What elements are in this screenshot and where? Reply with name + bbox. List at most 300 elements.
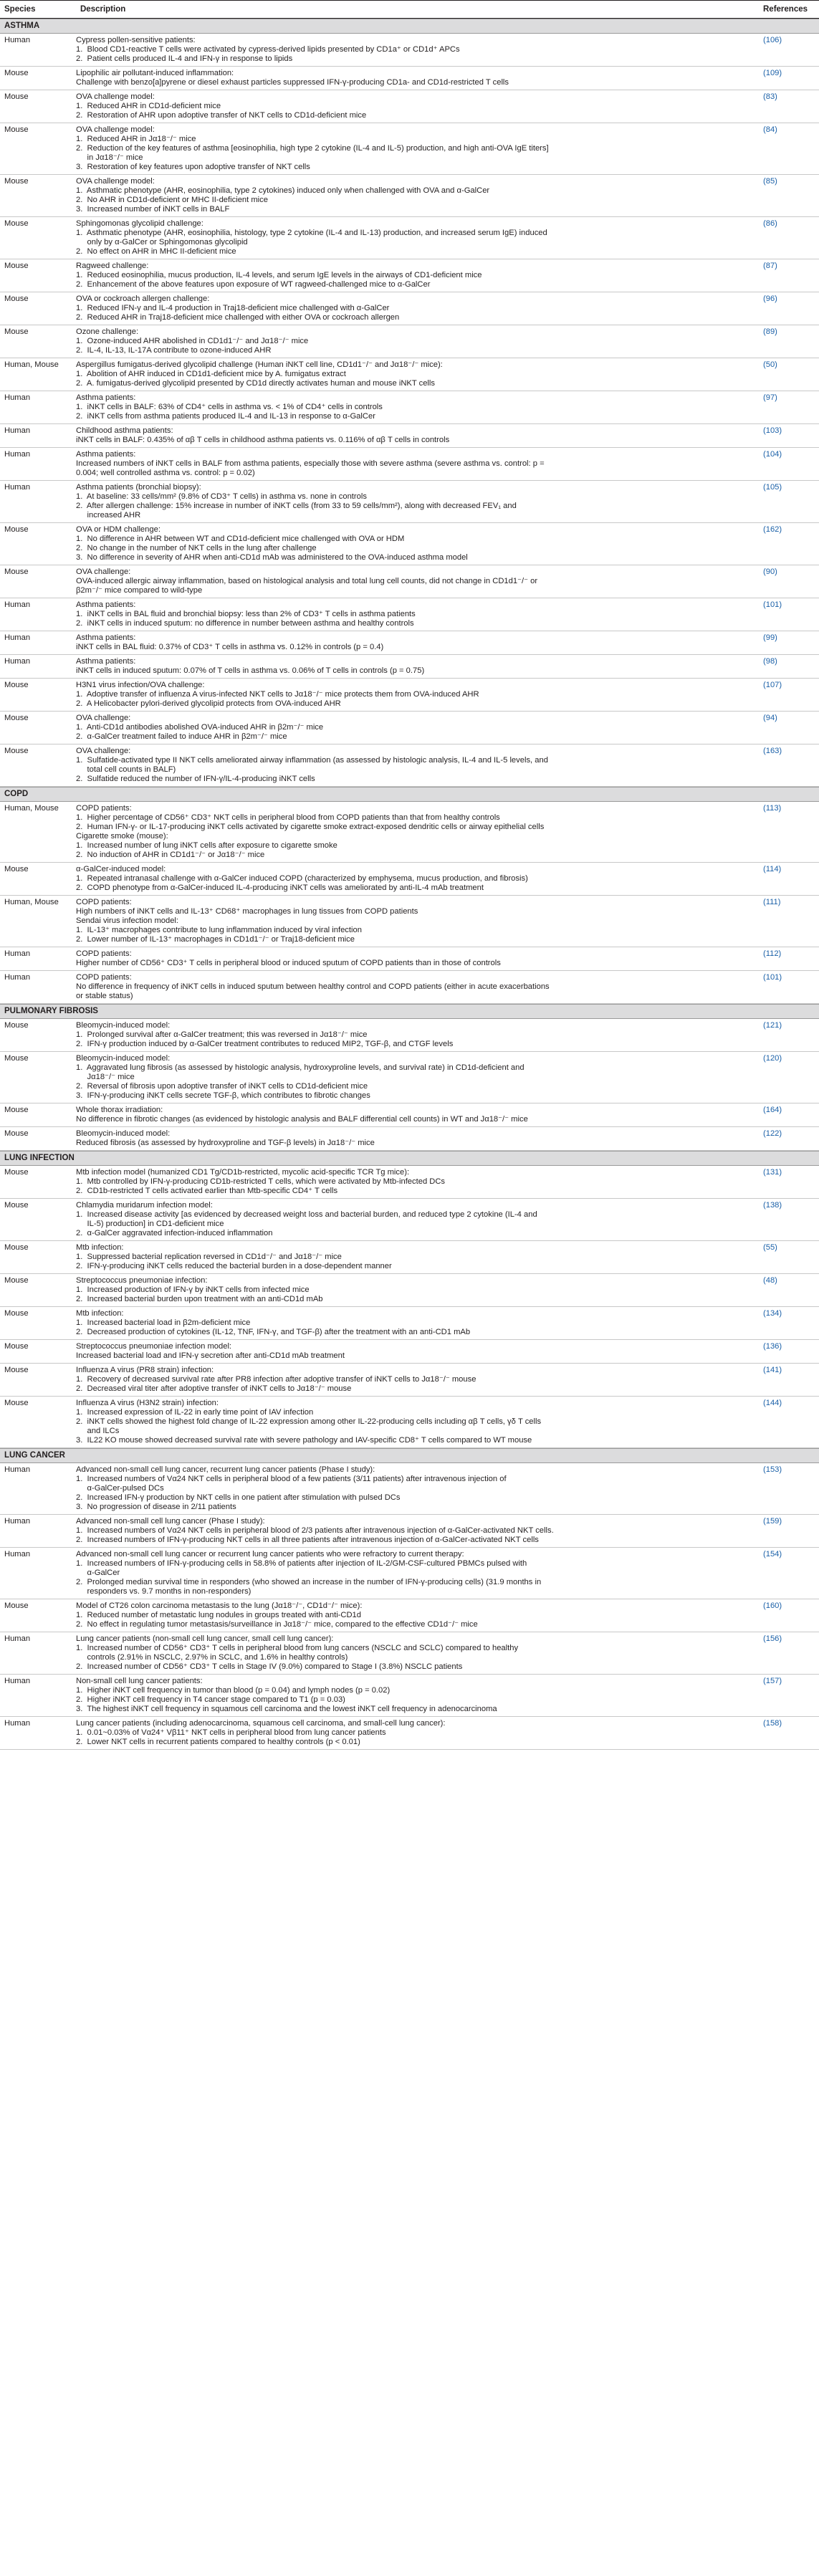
- reference-link[interactable]: (86): [763, 219, 777, 228]
- table-row: [0, 1307, 819, 1340]
- description-line: 2. No effect on AHR in MHC II-deficient mice: [76, 247, 236, 256]
- table-row: [0, 523, 819, 565]
- description-line: 2. iNKT cells showed the highest fold change of IL-22 expression among other IL-22-producing cells including αβ T cells, γδ T cells: [76, 1417, 542, 1426]
- description-line: 2. Human IFN-γ- or IL-17-producing iNKT cells activated by cigarette smoke extract-exposed dendritic cells or airway epithelial cells: [76, 823, 545, 831]
- description-line: Lipophilic air pollutant-induced inflammation:: [76, 69, 234, 77]
- species-cell: Mouse: [4, 1399, 29, 1407]
- table-row: [0, 391, 819, 424]
- species-cell: Human: [4, 1550, 31, 1558]
- description-line: 2. Prolonged median survival time in responders (who showed an increase in the number of IFN-γ-producing cells) (31.9 months in: [76, 1578, 542, 1586]
- description-line: 1. Mtb controlled by IFN-γ-producing CD1b-restricted T cells, which were activated by Mtb-infected DCs: [76, 1177, 446, 1186]
- description-line: 1. Prolonged survival after α-GalCer treatment; this was reversed in Jα18⁻/⁻ mice: [76, 1030, 368, 1039]
- description-line: Asthma patients:: [76, 450, 136, 459]
- description-line: 0.004; well controlled asthma vs. control: p = 0.02): [76, 469, 255, 477]
- description-line: 1. Reduced AHR in CD1d-deficient mice: [76, 102, 221, 110]
- reference-link[interactable]: (153): [763, 1465, 782, 1474]
- table-row: [0, 655, 819, 679]
- species-cell: Mouse: [4, 1276, 29, 1285]
- description-line: 1. Increased number of CD56⁺ CD3⁺ T cells in peripheral blood from lung cancers (NSCLC and SCLC) compared to healthy: [76, 1644, 519, 1652]
- description-line: 2. Increased bacterial burden upon treatment with an anti-CD1d mAb: [76, 1295, 323, 1303]
- description-line: 2. A. fumigatus-derived glycolipid presented by CD1d directly activates human and mouse iNKT cells: [76, 379, 435, 388]
- description-cell: [76, 90, 759, 123]
- description-line: α-GalCer-induced model:: [76, 865, 166, 873]
- table-row: [0, 1166, 819, 1199]
- species-cell: Mouse: [4, 92, 29, 101]
- description-line: 1. iNKT cells in BALF: 63% of CD4⁺ cells in asthma vs. < 1% of CD4⁺ cells in controls: [76, 403, 383, 411]
- species-cell: Human: [4, 600, 31, 609]
- species-cell: Mouse: [4, 681, 29, 689]
- reference-link[interactable]: (96): [763, 295, 777, 303]
- description-line: COPD patients:: [76, 973, 132, 982]
- reference-link[interactable]: (164): [763, 1106, 782, 1114]
- table-row: [0, 1397, 819, 1448]
- description-line: only by α-GalCer or Sphingomonas glycolipid: [76, 238, 248, 246]
- reference-link[interactable]: (98): [763, 657, 777, 666]
- description-line: Cypress pollen-sensitive patients:: [76, 36, 196, 44]
- description-cell: [76, 1548, 759, 1599]
- species-cell: Mouse: [4, 1601, 29, 1610]
- description-line: α-GalCer-pulsed DCs: [76, 1484, 164, 1493]
- reference-link[interactable]: (144): [763, 1399, 782, 1407]
- reference-link[interactable]: (131): [763, 1168, 782, 1177]
- description-line: 2. Reversal of fibrosis upon adoptive transfer of iNKT cells to CD1d-deficient mice: [76, 1082, 368, 1091]
- description-line: 2. Reduced AHR in Traj18-deficient mice challenged with either OVA or cockroach allergen: [76, 313, 400, 322]
- species-cell: Human: [4, 1634, 31, 1643]
- reference-link[interactable]: (105): [763, 483, 782, 492]
- description-cell: [76, 802, 759, 862]
- header-description: Description: [80, 5, 126, 14]
- reference-link[interactable]: (107): [763, 681, 782, 689]
- description-line: OVA challenge model:: [76, 177, 155, 186]
- description-cell: [76, 598, 759, 631]
- reference-link[interactable]: (97): [763, 393, 777, 402]
- table-row: [0, 1675, 819, 1717]
- description-cell: [76, 1307, 759, 1339]
- description-line: 1. Reduced number of metastatic lung nodules in groups treated with anti-CD1d: [76, 1611, 362, 1619]
- species-cell: Human: [4, 36, 31, 44]
- table-row: [0, 90, 819, 123]
- description-cell: [76, 565, 759, 598]
- description-cell: [76, 712, 759, 744]
- reference-link[interactable]: (136): [763, 1342, 782, 1351]
- description-line: OVA challenge model:: [76, 92, 155, 101]
- description-line: 2. Sulfatide reduced the number of IFN-γ/IL-4-producing iNKT cells: [76, 775, 315, 783]
- description-line: 2. Enhancement of the above features upon exposure of WT ragweed-challenged mice to α-GalCer: [76, 280, 431, 289]
- reference-link[interactable]: (48): [763, 1276, 777, 1285]
- species-cell: Mouse: [4, 1106, 29, 1114]
- description-cell: [76, 358, 759, 391]
- description-cell: [76, 259, 759, 292]
- description-line: 1. Sulfatide-activated type II NKT cells ameliorated airway inflammation (as assessed by histologic analysis, IL-4 and IL-5 levels, and: [76, 756, 548, 765]
- description-line: Asthma patients:: [76, 600, 136, 609]
- description-cell: [76, 679, 759, 711]
- table-row: [0, 863, 819, 896]
- table-row: [0, 448, 819, 481]
- description-line: in Jα18⁻/⁻ mice: [76, 153, 143, 162]
- reference-link[interactable]: (85): [763, 177, 777, 186]
- description-line: COPD patients:: [76, 898, 132, 906]
- description-cell: [76, 123, 759, 174]
- description-line: 2. No change in the number of NKT cells in the lung after challenge: [76, 544, 317, 552]
- reference-link[interactable]: (101): [763, 973, 782, 982]
- reference-link[interactable]: (162): [763, 525, 782, 534]
- description-line: 2. Increased numbers of IFN-γ-producing NKT cells in all three patients after intravenous injection of α-GalCer-activated NKT cells: [76, 1536, 539, 1544]
- description-line: 1. Asthmatic phenotype (AHR, eosinophilia, histology, type 2 cytokine (IL-4 and IL-13) production, and increased serum IgE) induced: [76, 229, 547, 237]
- reference-link[interactable]: (106): [763, 36, 782, 44]
- description-line: 1. Aggravated lung fibrosis (as assessed by histologic analysis, hydroxyproline levels, and survival rate) in CD1d-deficient and: [76, 1063, 525, 1072]
- description-cell: [76, 744, 759, 786]
- description-line: responders vs. 9.7 months in non-responders): [76, 1587, 252, 1596]
- description-line: Advanced non-small cell lung cancer (Phase I study):: [76, 1517, 265, 1526]
- description-line: 2. No AHR in CD1d-deficient or MHC II-deficient mice: [76, 196, 268, 204]
- table-row: [0, 34, 819, 67]
- reference-link[interactable]: (138): [763, 1201, 782, 1210]
- description-line: 2. Patient cells produced IL-4 and IFN-γ in response to lipids: [76, 54, 293, 63]
- description-line: 2. α-GalCer aggravated infection-induced inflammation: [76, 1229, 273, 1237]
- table-row: [0, 1340, 819, 1364]
- species-cell: Mouse: [4, 525, 29, 534]
- description-line: No difference in fibrotic changes (as evidenced by histologic analysis and BALF differential cell counts) in WT and Jα18⁻/⁻ mice: [76, 1115, 528, 1124]
- reference-link[interactable]: (122): [763, 1129, 782, 1138]
- species-cell: Mouse: [4, 219, 29, 228]
- species-cell: Mouse: [4, 1168, 29, 1177]
- description-cell: [76, 481, 759, 522]
- reference-link[interactable]: (160): [763, 1601, 782, 1610]
- description-line: 1. Anti-CD1d antibodies abolished OVA-induced AHR in β2m⁻/⁻ mice: [76, 723, 324, 732]
- reference-link[interactable]: (101): [763, 600, 782, 609]
- species-cell: Human, Mouse: [4, 804, 59, 813]
- reference-link[interactable]: (141): [763, 1366, 782, 1374]
- reference-link[interactable]: (55): [763, 1243, 777, 1252]
- section-heading: COPD: [0, 787, 819, 802]
- reference-link[interactable]: (158): [763, 1719, 782, 1728]
- reference-link[interactable]: (159): [763, 1517, 782, 1526]
- description-cell: [76, 1127, 759, 1150]
- description-line: OVA or HDM challenge:: [76, 525, 161, 534]
- reference-link[interactable]: (84): [763, 125, 777, 134]
- description-line: OVA challenge:: [76, 714, 131, 722]
- description-line: 1. At baseline: 33 cells/mm² (9.8% of CD3⁺ T cells) in asthma vs. none in controls: [76, 492, 367, 501]
- description-line: Higher number of CD56⁺ CD3⁺ T cells in peripheral blood or induced sputum of COPD patients than in those of controls: [76, 959, 501, 967]
- section-heading: LUNG CANCER: [0, 1448, 819, 1463]
- reference-link[interactable]: (112): [763, 949, 782, 958]
- species-cell: Mouse: [4, 125, 29, 134]
- reference-link[interactable]: (157): [763, 1677, 782, 1685]
- description-line: iNKT cells in BAL fluid: 0.37% of CD3⁺ T cells in asthma vs. 0.12% in controls (p = 0.4): [76, 643, 384, 651]
- species-cell: Mouse: [4, 1201, 29, 1210]
- species-cell: Human: [4, 1677, 31, 1685]
- species-cell: Mouse: [4, 1054, 29, 1063]
- description-cell: [76, 1199, 759, 1240]
- description-line: 3. Restoration of key features upon adoptive transfer of NKT cells: [76, 163, 310, 171]
- description-line: 1. No difference in AHR between WT and CD1d-deficient mice challenged with OVA or HDM: [76, 535, 405, 543]
- description-line: 1. Abolition of AHR induced in CD1d1-deficient mice by A. fumigatus extract: [76, 370, 346, 378]
- description-line: 2. Decreased production of cytokines (IL-12, TNF, IFN-γ, and TGF-β) after the treatment with an anti-CD1 mAb: [76, 1328, 471, 1336]
- description-cell: [76, 1274, 759, 1306]
- section-heading: PULMONARY FIBROSIS: [0, 1004, 819, 1019]
- reference-link[interactable]: (109): [763, 69, 782, 77]
- description-cell: [76, 1515, 759, 1547]
- reference-link[interactable]: (113): [763, 804, 782, 813]
- description-line: Whole thorax irradiation:: [76, 1106, 163, 1114]
- description-line: 2. IFN-γ-producing iNKT cells reduced the bacterial burden in a dose-dependent manner: [76, 1262, 392, 1270]
- description-line: 2. After allergen challenge: 15% increase in number of iNKT cells (from 33 to 59 cells/mm²), along with decreased FEV₁ and: [76, 502, 517, 510]
- description-line: Lung cancer patients (including adenocarcinoma, squamous cell carcinoma, and small-cell lung cancer):: [76, 1719, 446, 1728]
- description-cell: [76, 448, 759, 480]
- description-line: Influenza A virus (PR8 strain) infection:: [76, 1366, 214, 1374]
- species-cell: Mouse: [4, 1309, 29, 1318]
- table-row: [0, 123, 819, 175]
- table-row: [0, 802, 819, 863]
- table-row: [0, 598, 819, 631]
- table-row: [0, 1717, 819, 1750]
- description-cell: [76, 1340, 759, 1363]
- description-line: 1. Increased numbers of Vα24 NKT cells in peripheral blood of a few patients (3/11 patients) after intravenous injection of: [76, 1475, 507, 1483]
- species-cell: Mouse: [4, 1243, 29, 1252]
- description-line: 1. Reduced AHR in Jα18⁻/⁻ mice: [76, 135, 196, 143]
- table-row: [0, 1019, 819, 1052]
- description-line: High numbers of iNKT cells and IL-13⁺ CD68⁺ macrophages in lung tissues from COPD patients: [76, 907, 418, 916]
- species-cell: Human: [4, 973, 31, 982]
- description-line: No difference in frequency of iNKT cells in induced sputum between healthy control and COPD patients (either in acute exacerbations: [76, 982, 550, 991]
- description-line: Advanced non-small cell lung cancer, recurrent lung cancer patients (Phase I study):: [76, 1465, 375, 1474]
- description-line: 2. Lower number of IL-13⁺ macrophages in CD1d1⁻/⁻ or Traj18-deficient mice: [76, 935, 355, 944]
- description-line: 2. iNKT cells in induced sputum: no difference in number between asthma and healthy controls: [76, 619, 414, 628]
- description-line: Childhood asthma patients:: [76, 426, 173, 435]
- table-row: [0, 67, 819, 90]
- reference-link[interactable]: (111): [763, 898, 781, 906]
- description-line: Advanced non-small cell lung cancer or recurrent lung cancer patients who were refractory to current therapy:: [76, 1550, 464, 1558]
- description-line: Increased bacterial load and IFN-γ secretion after anti-CD1d mAb treatment: [76, 1351, 345, 1360]
- table-row: [0, 259, 819, 292]
- table-row: [0, 1463, 819, 1515]
- table-row: [0, 565, 819, 598]
- species-cell: Human, Mouse: [4, 360, 59, 369]
- description-line: OVA challenge model:: [76, 125, 155, 134]
- reference-link[interactable]: (103): [763, 426, 782, 435]
- header-references: References: [763, 5, 808, 14]
- reference-link[interactable]: (87): [763, 262, 777, 270]
- table-row: [0, 712, 819, 744]
- description-cell: [76, 947, 759, 970]
- table-row: [0, 631, 819, 655]
- reference-link[interactable]: (121): [763, 1021, 782, 1030]
- description-line: Asthma patients:: [76, 657, 136, 666]
- species-cell: Human, Mouse: [4, 898, 59, 906]
- table-row: [0, 292, 819, 325]
- table-row: [0, 1199, 819, 1241]
- table-row: [0, 1548, 819, 1599]
- description-line: 1. Adoptive transfer of influenza A virus-infected NKT cells to Jα18⁻/⁻ mice protects them from OVA-induced AHR: [76, 690, 479, 699]
- description-line: iNKT cells in BALF: 0.435% of αβ T cells in childhood asthma patients vs. 0.116% of αβ T cells in controls: [76, 436, 450, 444]
- description-line: Challenge with benzo[a]pyrene or diesel exhaust particles suppressed IFN-γ-producing CD1a- and CD1d-restricted T cells: [76, 78, 509, 87]
- description-line: 2. α-GalCer treatment failed to induce AHR in β2m⁻/⁻ mice: [76, 732, 287, 741]
- species-cell: Human: [4, 1719, 31, 1728]
- table-row: [0, 1103, 819, 1127]
- description-line: 1. 0.01~0.03% of Vα24⁺ Vβ11⁺ NKT cells in peripheral blood from lung cancer patients: [76, 1728, 386, 1737]
- description-line: Sphingomonas glycolipid challenge:: [76, 219, 203, 228]
- description-line: Sendai virus infection model:: [76, 916, 179, 925]
- description-line: 2. iNKT cells from asthma patients produced IL-4 and IL-13 in response to α-GalCer: [76, 412, 375, 421]
- description-line: controls (2.91% in NSCLC, 2.97% in SCLC, and 1.6% in healthy controls): [76, 1653, 348, 1662]
- species-cell: Human: [4, 393, 31, 402]
- description-line: Reduced fibrosis (as assessed by hydroxyproline and TGF-β levels) in Jα18⁻/⁻ mice: [76, 1139, 375, 1147]
- species-cell: Human: [4, 949, 31, 958]
- reference-link[interactable]: (99): [763, 633, 777, 642]
- description-line: Non-small cell lung cancer patients:: [76, 1677, 203, 1685]
- table-row: [0, 358, 819, 391]
- description-line: Asthma patients:: [76, 633, 136, 642]
- reference-link[interactable]: (120): [763, 1054, 782, 1063]
- description-cell: [76, 1103, 759, 1126]
- species-cell: Mouse: [4, 327, 29, 336]
- description-cell: [76, 1717, 759, 1749]
- description-line: Streptococcus pneumoniae infection:: [76, 1276, 208, 1285]
- description-cell: [76, 424, 759, 447]
- description-line: 1. Repeated intranasal challenge with α-GalCer induced COPD (characterized by emphysema, mucus production, and fibrosis): [76, 874, 528, 883]
- description-cell: [76, 1052, 759, 1103]
- species-cell: Mouse: [4, 69, 29, 77]
- table-row: [0, 1632, 819, 1675]
- table-row: [0, 1599, 819, 1632]
- reference-link[interactable]: (90): [763, 568, 777, 576]
- table-row: [0, 1052, 819, 1103]
- description-line: 1. iNKT cells in BAL fluid and bronchial biopsy: less than 2% of CD3⁺ T cells in asthma patients: [76, 610, 416, 618]
- reference-link[interactable]: (89): [763, 327, 777, 336]
- description-line: 2. Increased number of CD56⁺ CD3⁺ T cells in Stage IV (9.0%) compared to Stage I (3.8%) NSCLC patients: [76, 1662, 463, 1671]
- description-cell: [76, 34, 759, 66]
- description-cell: [76, 971, 759, 1003]
- description-line: 1. Asthmatic phenotype (AHR, eosinophilia, type 2 cytokines) induced only when challenged with OVA and α-GalCer: [76, 186, 490, 195]
- description-cell: [76, 217, 759, 259]
- reference-link[interactable]: (156): [763, 1634, 782, 1643]
- species-cell: Human: [4, 657, 31, 666]
- description-line: 2. Higher iNKT cell frequency in T4 cancer stage compared to T1 (p = 0.03): [76, 1695, 345, 1704]
- description-line: 2. Decreased viral titer after adoptive transfer of iNKT cells to Jα18⁻/⁻ mouse: [76, 1384, 352, 1393]
- description-line: 1. Suppressed bacterial replication reversed in CD1d⁻/⁻ and Jα18⁻/⁻ mice: [76, 1253, 342, 1261]
- description-line: OVA challenge:: [76, 747, 131, 755]
- species-cell: Human: [4, 633, 31, 642]
- description-line: β2m⁻/⁻ mice compared to wild-type: [76, 586, 203, 595]
- table-row: [0, 175, 819, 217]
- species-cell: Mouse: [4, 262, 29, 270]
- species-cell: Mouse: [4, 1021, 29, 1030]
- description-line: 2. A Helicobacter pylori-derived glycolipid protects from OVA-induced AHR: [76, 699, 341, 708]
- table-row: [0, 424, 819, 448]
- description-line: 2. COPD phenotype from α-GalCer-induced IL-4-producing iNKT cells was ameliorated by anti-IL-4 mAb treatment: [76, 884, 484, 892]
- description-cell: [76, 523, 759, 565]
- table-row: [0, 217, 819, 259]
- description-line: 2. Lower NKT cells in recurrent patients compared to healthy controls (p < 0.01): [76, 1738, 360, 1746]
- description-line: COPD patients:: [76, 804, 132, 813]
- reference-link[interactable]: (50): [763, 360, 777, 369]
- description-line: or stable status): [76, 992, 133, 1000]
- description-line: Chlamydia muridarum infection model:: [76, 1201, 213, 1210]
- header-species: Species: [4, 5, 36, 14]
- description-line: Influenza A virus (H3N2 strain) infection:: [76, 1399, 219, 1407]
- description-cell: [76, 67, 759, 90]
- description-line: 1. Blood CD1-reactive T cells were activated by cypress-derived lipids presented by CD1a⁺ or CD1d⁺ APCs: [76, 45, 460, 54]
- description-line: 1. Recovery of decreased survival rate after PR8 infection after adoptive transfer of iNKT cells to Jα18⁻/⁻ mouse: [76, 1375, 476, 1384]
- description-cell: [76, 175, 759, 216]
- table-row: [0, 1515, 819, 1548]
- description-line: 2. CD1b-restricted T cells activated earlier than Mtb-specific CD4⁺ T cells: [76, 1187, 338, 1195]
- table-body: [0, 19, 819, 1750]
- description-cell: [76, 1463, 759, 1514]
- species-cell: Mouse: [4, 568, 29, 576]
- description-line: 2. Increased IFN-γ production by NKT cells in one patient after stimulation with pulsed DCs: [76, 1493, 401, 1502]
- description-line: 3. The highest iNKT cell frequency in squamous cell carcinoma and the lowest iNKT cell frequency in adenocarcinoma: [76, 1705, 497, 1713]
- description-line: Lung cancer patients (non-small cell lung cancer, small cell lung cancer):: [76, 1634, 334, 1643]
- description-line: Asthma patients:: [76, 393, 136, 402]
- description-line: 2. Restoration of AHR upon adoptive transfer of NKT cells to CD1d-deficient mice: [76, 111, 367, 120]
- description-cell: [76, 1166, 759, 1198]
- species-cell: Mouse: [4, 177, 29, 186]
- description-line: Bleomycin-induced model:: [76, 1129, 171, 1138]
- description-cell: [76, 1632, 759, 1674]
- reference-link[interactable]: (134): [763, 1309, 782, 1318]
- table-row: [0, 1241, 819, 1274]
- description-line: 1. IL-13⁺ macrophages contribute to lung inflammation induced by viral infection: [76, 926, 362, 934]
- table-row: [0, 1274, 819, 1307]
- description-line: iNKT cells in induced sputum: 0.07% of T cells in asthma vs. 0.06% of T cells in controls (p = 0.75): [76, 666, 425, 675]
- table-row: [0, 1364, 819, 1397]
- description-line: 3. IL22 KO mouse showed decreased survival rate with severe pathology and IAV-specific CD8⁺ T cells compared to WT mouse: [76, 1436, 532, 1445]
- description-line: 1. Increased numbers of Vα24 NKT cells in peripheral blood of 2/3 patients after intravenous injection of α-GalCer-activated NKT cells.: [76, 1526, 554, 1535]
- description-cell: [76, 655, 759, 678]
- description-line: Bleomycin-induced model:: [76, 1021, 171, 1030]
- description-line: Ozone challenge:: [76, 327, 139, 336]
- description-line: Mtb infection model (humanized CD1 Tg/CD1b-restricted, mycolic acid-specific TCR Tg mice):: [76, 1168, 410, 1177]
- species-cell: Mouse: [4, 1129, 29, 1138]
- species-cell: Mouse: [4, 865, 29, 873]
- description-cell: [76, 896, 759, 947]
- description-line: Asthma patients (bronchial biopsy):: [76, 483, 201, 492]
- description-line: 1. Increased disease activity [as evidenced by decreased weight loss and bacterial burden, and reduced type 2 cytokine (IL-4 and: [76, 1210, 537, 1219]
- description-line: 1. Higher iNKT cell frequency in tumor than blood (p = 0.04) and lymph nodes (p = 0.02): [76, 1686, 391, 1695]
- description-line: OVA-induced allergic airway inflammation, based on histological analysis and total lung cell counts, did not change in CD1d1⁻/⁻ or: [76, 577, 538, 585]
- reference-link[interactable]: (114): [763, 865, 782, 873]
- table-row: [0, 679, 819, 712]
- reference-link[interactable]: (83): [763, 92, 777, 101]
- description-line: 2. IL-4, IL-13, IL-17A contribute to ozone-induced AHR: [76, 346, 272, 355]
- description-line: OVA or cockroach allergen challenge:: [76, 295, 210, 303]
- description-cell: [76, 292, 759, 325]
- description-cell: [76, 1019, 759, 1051]
- species-cell: Mouse: [4, 295, 29, 303]
- reference-link[interactable]: (163): [763, 747, 782, 755]
- description-line: 2. No induction of AHR in CD1d1⁻/⁻ or Jα18⁻/⁻ mice: [76, 851, 265, 859]
- table-row: [0, 744, 819, 787]
- description-line: Mtb infection:: [76, 1309, 124, 1318]
- reference-link[interactable]: (94): [763, 714, 777, 722]
- description-line: 1. Increased bacterial load in β2m-deficient mice: [76, 1318, 251, 1327]
- reference-link[interactable]: (104): [763, 450, 782, 459]
- description-cell: [76, 631, 759, 654]
- table-row: [0, 481, 819, 523]
- reference-link[interactable]: (154): [763, 1550, 782, 1558]
- description-line: Streptococcus pneumoniae infection model:: [76, 1342, 232, 1351]
- description-line: 1. Increased number of lung iNKT cells after exposure to cigarette smoke: [76, 841, 337, 850]
- description-line: Cigarette smoke (mouse):: [76, 832, 168, 841]
- species-cell: Human: [4, 483, 31, 492]
- section-heading: ASTHMA: [0, 19, 819, 34]
- species-cell: Mouse: [4, 1366, 29, 1374]
- description-cell: [76, 325, 759, 358]
- description-line: 1. Reduced eosinophilia, mucus production, IL-4 levels, and serum IgE levels in the airways of CD1-deficient mice: [76, 271, 482, 279]
- species-cell: Mouse: [4, 714, 29, 722]
- description-line: Ragweed challenge:: [76, 262, 149, 270]
